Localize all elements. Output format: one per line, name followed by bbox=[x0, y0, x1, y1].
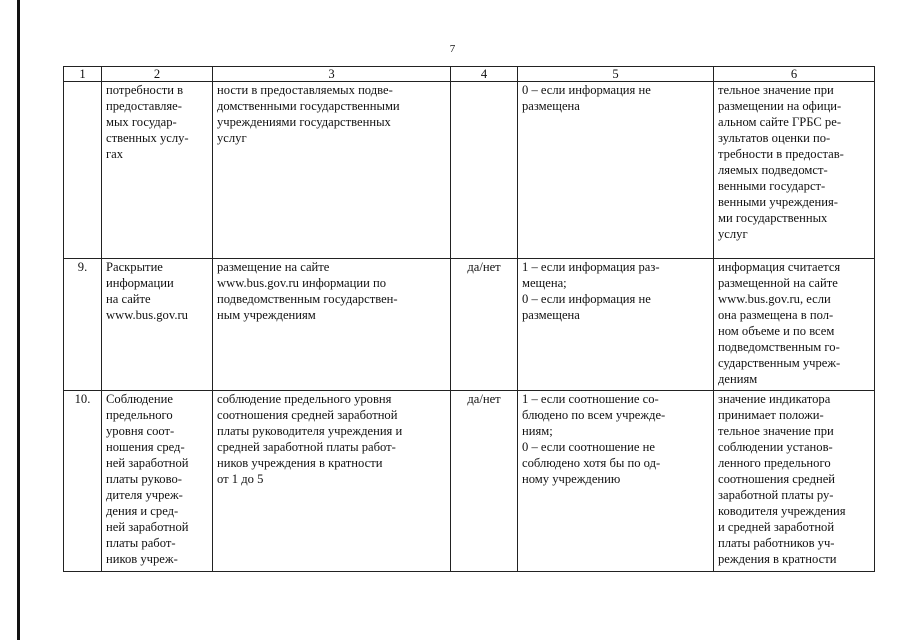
indicator-description: размещение на сайте www.bus.gov.ru информации по подведомственным государствен- ным учреждениям bbox=[213, 259, 451, 391]
column-header: 5 bbox=[518, 67, 714, 82]
column-header: 3 bbox=[213, 67, 451, 82]
table-row bbox=[64, 82, 875, 259]
row-number: 9. bbox=[64, 259, 102, 391]
indicator-note: тельное значение при размещении на офици- альном сайте ГРБС ре- зультатов оценки по- требности в предостав- ляемых подведомст- венными государст- венными учреждения- ми государственных услуг bbox=[714, 82, 875, 259]
indicator-note: информация считается размещенной на сайте www.bus.gov.ru, если она размещена в пол- ном объеме и по всем подведомственным го- сударственным учреж- дениям bbox=[714, 259, 875, 391]
indicator-note: значение индикатора принимает положи- тельное значение при соблюдении установ- ленного предельного соотношения средней заработной платы ру- ководителя учреждения и средней заработной платы работников уч- реждения в кратности bbox=[714, 391, 875, 572]
value-type: да/нет bbox=[451, 391, 518, 572]
table-header-row bbox=[64, 67, 875, 82]
indicator-name: потребности в предоставляе- мых государ- ственных услу- гах bbox=[102, 82, 213, 259]
value-type: да/нет bbox=[451, 259, 518, 391]
scoring-rule: 1 – если соотношение со- блюдено по всем учрежде- ниям; 0 – если соотношение не соблюдено хотя бы по од- ному учреждению bbox=[518, 391, 714, 572]
table-row bbox=[64, 259, 875, 391]
scoring-rule: 1 – если информация раз- мещена; 0 – если информация не размещена bbox=[518, 259, 714, 391]
value-type bbox=[451, 82, 518, 259]
page-number: 7 bbox=[449, 43, 456, 55]
indicator-name: Раскрытие информации на сайте www.bus.gov.ru bbox=[102, 259, 213, 391]
page-binding-edge bbox=[17, 0, 20, 640]
row-number bbox=[64, 82, 102, 259]
indicator-description: соблюдение предельного уровня соотношения средней заработной платы руководителя учреждения и средней заработной платы работ- ников учреждения в кратности от 1 до 5 bbox=[213, 391, 451, 572]
indicators-table bbox=[63, 66, 875, 572]
table-row bbox=[64, 391, 875, 572]
column-header: 1 bbox=[64, 67, 102, 82]
indicator-name: Соблюдение предельного уровня соот- ношения сред- ней заработной платы руково- дителя учреж- дения и сред- ней заработной платы работ- ников учреж- bbox=[102, 391, 213, 572]
scoring-rule: 0 – если информация не размещена bbox=[518, 82, 714, 259]
indicator-description: ности в предоставляемых подве- домственными государственными учреждениями государственных услуг bbox=[213, 82, 451, 259]
row-number: 10. bbox=[64, 391, 102, 572]
column-header: 4 bbox=[451, 67, 518, 82]
column-header: 6 bbox=[714, 67, 875, 82]
column-header: 2 bbox=[102, 67, 213, 82]
